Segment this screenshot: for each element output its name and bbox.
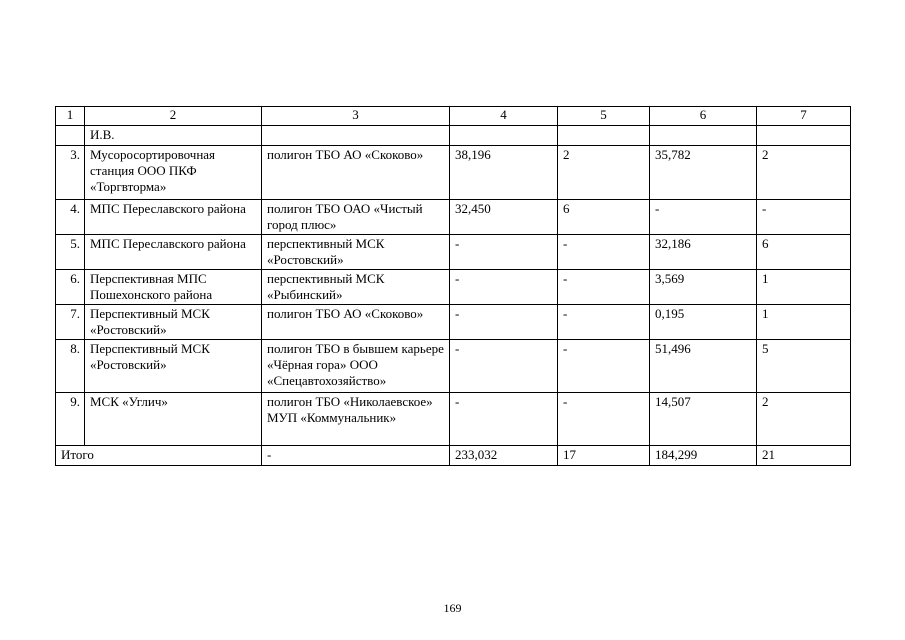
value-cell: - (757, 200, 851, 235)
row-number: 6. (56, 270, 85, 305)
value-cell: 3,569 (650, 270, 757, 305)
row-number: 7. (56, 305, 85, 340)
header-cell: 4 (450, 107, 558, 126)
value-cell (558, 126, 650, 146)
value-cell: - (450, 393, 558, 446)
source-object: МПС Переславского района (85, 200, 262, 235)
value-cell: 38,196 (450, 146, 558, 200)
table-row (56, 270, 851, 305)
source-object: Мусоросортировочная станция ООО ПКФ «Торгвторма» (85, 146, 262, 200)
page-number: 169 (443, 601, 462, 615)
destination-object: полигон ТБО ОАО «Чистый город плюс» (262, 200, 450, 235)
source-object: Перспективный МСК «Ростовский» (85, 305, 262, 340)
source-object: МСК «Углич» (85, 393, 262, 446)
total-value: 21 (757, 446, 851, 466)
source-object: Перспективная МПС Пошехонского района (85, 270, 262, 305)
source-object: И.В. (85, 126, 262, 146)
value-cell (757, 126, 851, 146)
value-cell: 2 (757, 393, 851, 446)
value-cell: - (558, 305, 650, 340)
value-cell: - (650, 200, 757, 235)
destination-object: полигон ТБО в бывшем карьере «Чёрная гора» ООО «Спецавтохозяйство» (262, 340, 450, 393)
destination-object: перспективный МСК «Ростовский» (262, 235, 450, 270)
total-value: 17 (558, 446, 650, 466)
header-cell: 2 (85, 107, 262, 126)
value-cell: 1 (757, 305, 851, 340)
value-cell: 6 (757, 235, 851, 270)
table-row (56, 340, 851, 393)
value-cell: 2 (558, 146, 650, 200)
value-cell: 35,782 (650, 146, 757, 200)
destination-object: полигон ТБО «Николаевское» МУП «Коммунальник» (262, 393, 450, 446)
total-destination: - (262, 446, 450, 466)
table-row (56, 305, 851, 340)
row-number (56, 126, 85, 146)
value-cell: 6 (558, 200, 650, 235)
destination-object: перспективный МСК «Рыбинский» (262, 270, 450, 305)
waste-flow-table (55, 106, 851, 466)
value-cell: 51,496 (650, 340, 757, 393)
total-label: Итого (56, 446, 262, 466)
source-object: МПС Переславского района (85, 235, 262, 270)
value-cell: - (450, 305, 558, 340)
value-cell: - (558, 393, 650, 446)
source-object: Перспективный МСК «Ростовский» (85, 340, 262, 393)
value-cell: - (450, 270, 558, 305)
value-cell (650, 126, 757, 146)
value-cell: 0,195 (650, 305, 757, 340)
row-number: 8. (56, 340, 85, 393)
value-cell: - (558, 270, 650, 305)
value-cell: 5 (757, 340, 851, 393)
destination-object (262, 126, 450, 146)
table-row (56, 200, 851, 235)
value-cell: - (558, 235, 650, 270)
total-row (56, 446, 851, 466)
row-number: 9. (56, 393, 85, 446)
value-cell: 1 (757, 270, 851, 305)
header-cell: 7 (757, 107, 851, 126)
header-cell: 3 (262, 107, 450, 126)
table-row (56, 393, 851, 446)
value-cell: 32,186 (650, 235, 757, 270)
table-row (56, 146, 851, 200)
value-cell (450, 126, 558, 146)
header-cell: 5 (558, 107, 650, 126)
table-row (56, 126, 851, 146)
destination-object: полигон ТБО АО «Скоково» (262, 146, 450, 200)
row-number: 5. (56, 235, 85, 270)
destination-object: полигон ТБО АО «Скоково» (262, 305, 450, 340)
header-cell: 6 (650, 107, 757, 126)
value-cell: 14,507 (650, 393, 757, 446)
value-cell: 32,450 (450, 200, 558, 235)
row-number: 4. (56, 200, 85, 235)
row-number: 3. (56, 146, 85, 200)
table-header-row (56, 107, 851, 126)
header-cell: 1 (56, 107, 85, 126)
value-cell: - (450, 235, 558, 270)
table-row (56, 235, 851, 270)
total-value: 233,032 (450, 446, 558, 466)
value-cell: - (558, 340, 650, 393)
total-value: 184,299 (650, 446, 757, 466)
value-cell: - (450, 340, 558, 393)
value-cell: 2 (757, 146, 851, 200)
